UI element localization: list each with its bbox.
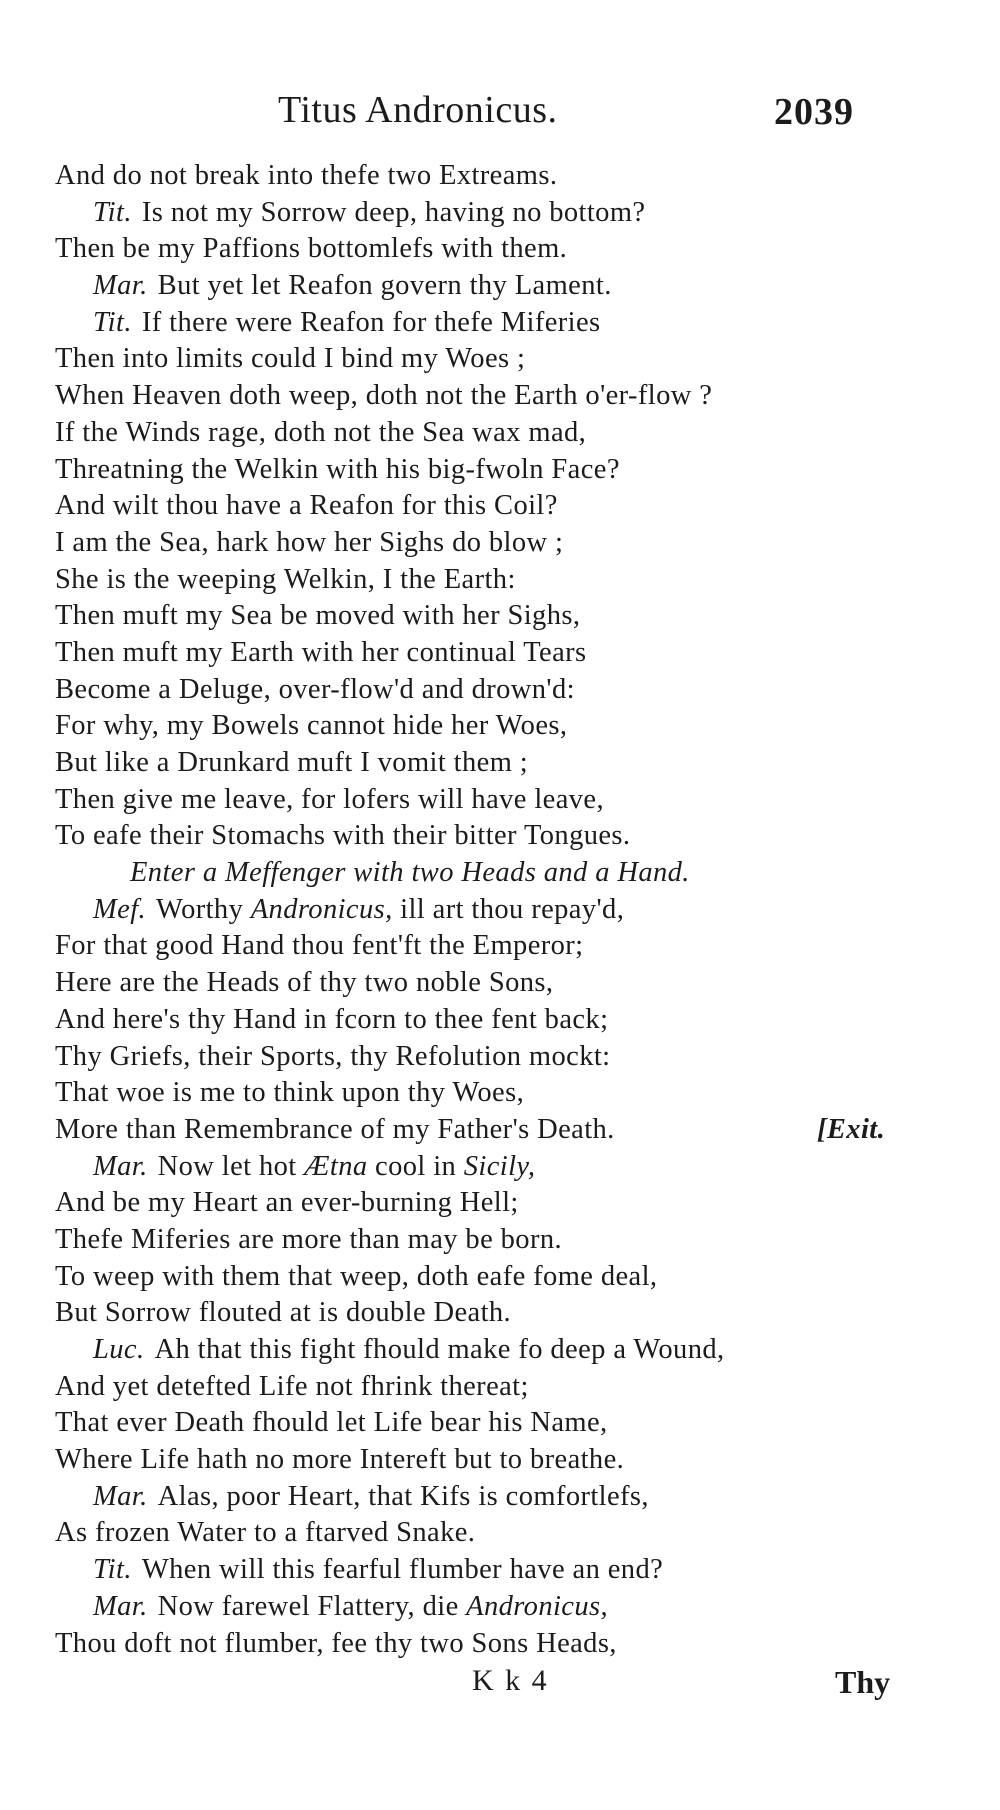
verse-line (55, 635, 955, 672)
verse-line (55, 231, 955, 268)
speaker-name: Tit. (93, 1554, 132, 1586)
running-title: Titus Andronicus. (278, 89, 558, 131)
verse-line (55, 452, 955, 489)
speaker-name: Mef. (93, 893, 147, 925)
verse-line (55, 1405, 955, 1442)
verse-text: That woe is me to think upon thy Woes, (55, 1077, 525, 1109)
speaker-name: Mar. (93, 270, 148, 302)
verse-text: Where Life hath no more Intereft but to breathe. (55, 1444, 625, 1476)
verse-text: When Heaven doth weep, doth not the Earth o'er-flow ? (55, 380, 713, 412)
verse-text: But Sorrow flouted at is double Death. (55, 1297, 512, 1329)
verse-text: Thou doft not flumber, fee thy two Sons Heads, (55, 1627, 617, 1659)
italic-name: Sicily, (463, 1150, 536, 1182)
catchword: Thy (835, 1664, 891, 1700)
verse-line (55, 488, 955, 525)
speech-line (55, 1332, 955, 1369)
verse-text: That ever Death fhould let Life bear his Name, (55, 1407, 608, 1439)
verse-text: Then be my Paffions bottomlefs with them. (55, 233, 568, 265)
stage-direction (55, 855, 955, 892)
verse-text: And wilt thou have a Reafon for this Coil? (55, 490, 558, 522)
speech-line (55, 1479, 955, 1516)
speech-line (55, 1589, 955, 1626)
speaker-name: Mar. (93, 1150, 148, 1182)
page-number: 2039 (774, 91, 854, 133)
verse-line (55, 1626, 955, 1663)
verse-line (55, 1369, 955, 1406)
verse-text: Thy Griefs, their Sports, thy Refolution mockt: (55, 1040, 611, 1072)
verse-text: Become a Deluge, over-flow'd and drown'd: (55, 673, 575, 705)
verse-text: To eafe their Stomachs with their bitter Tongues. (55, 820, 631, 852)
verse-text: I am the Sea, hark how her Sighs do blow ; (55, 526, 564, 558)
verse-text: And yet detefted Life not fhrink thereat; (55, 1370, 529, 1402)
verse-text: Then muft my Sea be moved with her Sighs, (55, 600, 581, 632)
speech-line (55, 195, 955, 232)
verse-text: Ah that this fight fhould make fo deep a Wound, (154, 1334, 725, 1365)
verse-text: If the Winds rage, doth not the Sea wax mad, (55, 416, 587, 448)
verse-text: For why, my Bowels cannot hide her Woes, (55, 710, 568, 742)
verse-line (55, 1222, 955, 1259)
verse-line (55, 818, 955, 855)
verse-line (55, 378, 955, 415)
verse-text: To weep with them that weep, doth eafe fome deal, (55, 1260, 658, 1292)
speech-line (55, 268, 955, 305)
verse-line (55, 1515, 955, 1552)
speaker-name: Mar. (93, 1590, 148, 1622)
verse-text: ill art thou repay'd, (392, 893, 625, 925)
verse-text: If there were Reafon for thefe Miferies (141, 306, 601, 338)
speech-line (55, 305, 955, 342)
verse-line (55, 1075, 955, 1112)
verse-line (55, 1295, 955, 1332)
verse-line (55, 1002, 955, 1039)
printer-signature: K k 4 (472, 1664, 549, 1697)
verse-line (55, 598, 955, 635)
verse-line (55, 1112, 955, 1149)
speech-line (55, 892, 955, 929)
speaker-name: Tit. (93, 196, 132, 228)
verse-text: She is the weeping Welkin, I the Earth: (55, 563, 516, 595)
verse-text: Alas, poor Heart, that Kifs is comfortlefs, (157, 1480, 649, 1512)
verse-text: And do not break into thefe two Extreams. (55, 160, 558, 191)
verse-text: Then into limits could I bind my Woes ; (55, 343, 526, 375)
verse-text: Here are the Heads of thy two noble Sons, (55, 967, 554, 999)
verse-text: Now let hot (157, 1150, 305, 1182)
verse-line (55, 672, 955, 709)
verse-text: More than Remembrance of my Father's Death. (55, 1113, 615, 1145)
play-text (55, 158, 955, 1662)
verse-line (55, 158, 955, 195)
verse-line (55, 928, 955, 965)
speech-line (55, 1149, 955, 1186)
verse-text: For that good Hand thou fent'ft the Emperor; (55, 930, 584, 962)
speaker-name: Luc. (93, 1334, 145, 1365)
italic-name: Andronicus, (250, 893, 393, 925)
verse-line (55, 708, 955, 745)
speaker-name: Tit. (93, 306, 132, 338)
verse-text: Then give me leave, for lofers will have leave, (55, 783, 604, 815)
verse-text: Thefe Miferies are more than may be born. (55, 1223, 563, 1255)
verse-line (55, 965, 955, 1002)
speech-line (55, 1552, 955, 1589)
verse-text: When will this fearful flumber have an end? (141, 1554, 664, 1586)
verse-line (55, 562, 955, 599)
verse-text: Now farewel Flattery, die (157, 1590, 467, 1622)
verse-text: cool in (367, 1150, 464, 1182)
verse-text: Threatning the Welkin with his big-fwoln Face? (55, 453, 620, 485)
verse-text: Is not my Sorrow deep, having no bottom? (141, 196, 646, 228)
verse-line (55, 415, 955, 452)
verse-text: But yet let Reafon govern thy Lament. (157, 270, 612, 302)
verse-line (55, 341, 955, 378)
verse-text: And be my Heart an ever-burning Hell; (55, 1187, 519, 1219)
verse-line (55, 1259, 955, 1296)
verse-text: Then muft my Earth with her continual Tears (55, 636, 587, 668)
italic-name: Andronicus, (466, 1590, 609, 1622)
italic-name: Ætna (304, 1150, 368, 1182)
verse-text: But like a Drunkard muft I vomit them ; (55, 747, 529, 778)
stage-direction-text: Enter a Meffenger with two Heads and a Hand. (130, 857, 690, 889)
verse-line (55, 525, 955, 562)
verse-line (55, 1442, 955, 1479)
speaker-name: Mar. (93, 1480, 148, 1512)
verse-text: As frozen Water to a ftarved Snake. (55, 1517, 476, 1549)
verse-line (55, 782, 955, 819)
exit-direction: [Exit. (817, 1113, 886, 1145)
verse-text: Worthy (156, 893, 251, 925)
verse-line (55, 1039, 955, 1076)
verse-line (55, 745, 955, 782)
verse-line (55, 1185, 955, 1222)
verse-text: And here's thy Hand in fcorn to thee fent back; (55, 1003, 609, 1035)
